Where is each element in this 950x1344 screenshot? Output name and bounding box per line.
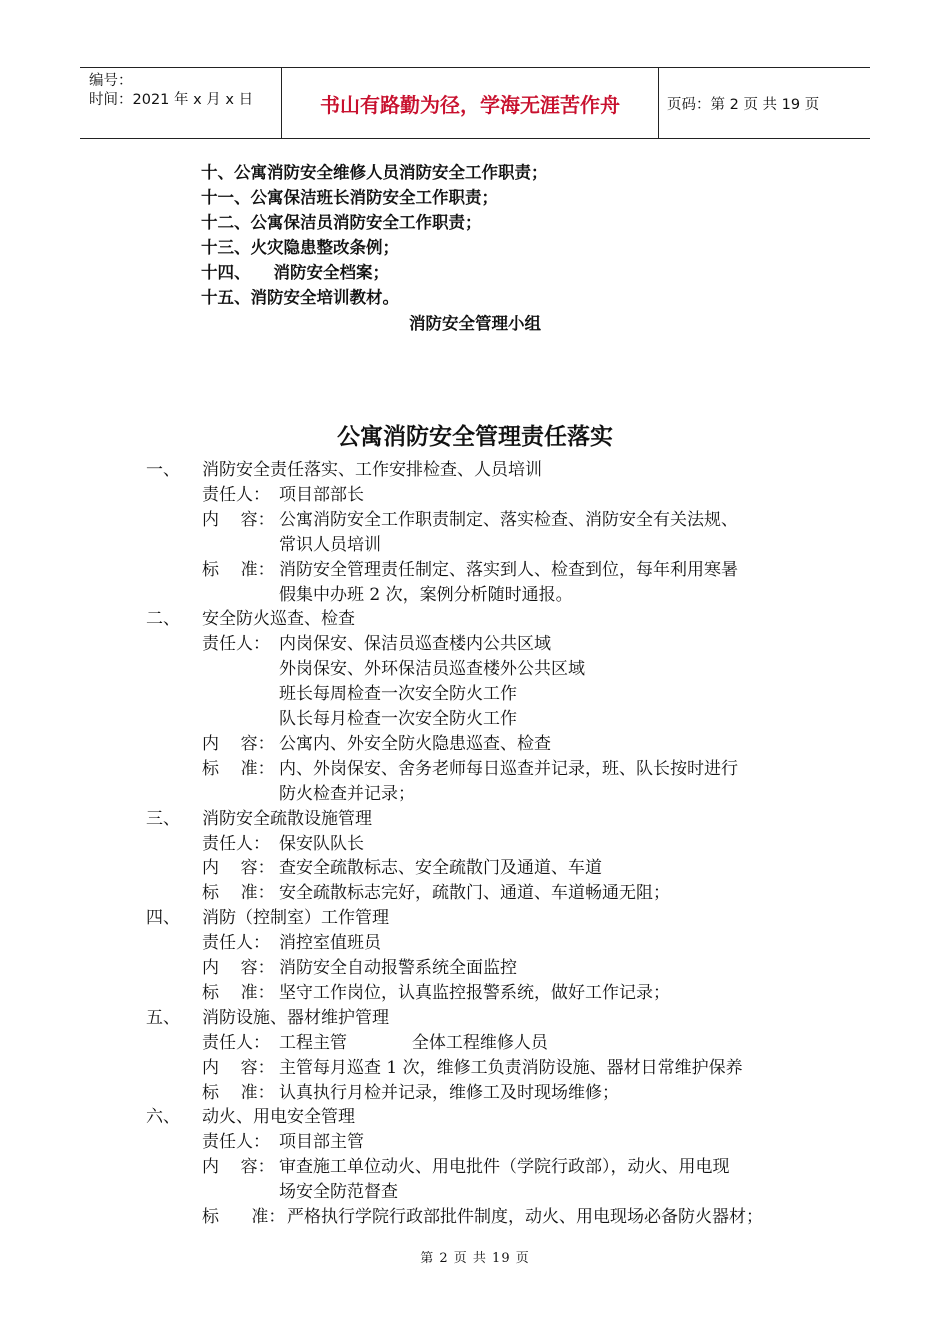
page-footer: 第 2 页 共 19 页: [420, 1251, 530, 1266]
row-text: 内、外岗保安、舍务老师每日巡查并记录，班、队长按时进行: [279, 758, 738, 779]
section-heading: 消防安全疏散设施管理: [202, 808, 372, 829]
section-number: 二、: [146, 609, 180, 630]
section-heading: 消防设施、器材维护管理: [202, 1007, 389, 1028]
section-number: 六、: [146, 1107, 180, 1128]
row-label: 内 容：: [202, 733, 275, 754]
row-label: 标 准：: [202, 982, 275, 1003]
row-text: 主管每月巡查 1 次，维修工负责消防设施、器材日常维护保养: [279, 1057, 743, 1078]
row-label: 标 准：: [202, 758, 275, 779]
section-number: 四、: [146, 908, 180, 929]
section-number: 五、: [146, 1007, 180, 1028]
row-label: 内 容：: [202, 509, 275, 530]
header-motto: 书山有路勤为径，学海无涯苦作舟: [281, 68, 659, 138]
row-text: 认真执行月检并记录，维修工及时现场维修；: [279, 1082, 619, 1103]
toc-item: 十五、消防安全培训教材。: [201, 288, 399, 307]
row-text: 外岗保安、外环保洁员巡查楼外公共区域: [279, 659, 585, 680]
section-heading: 安全防火巡查、检查: [202, 609, 355, 630]
row-text: 消防安全管理责任制定、落实到人、检查到位，每年利用寒暑: [279, 559, 738, 580]
row-text: 假集中办班 2 次，案例分析随时通报。: [279, 584, 573, 605]
row-text: 公寓内、外安全防火隐患巡查、检查: [279, 733, 551, 754]
toc-item: 十二、公寓保洁员消防安全工作职责；: [201, 213, 482, 232]
row-text: 安全疏散标志完好，疏散门、通道、车道畅通无阻；: [279, 883, 670, 904]
row-label: 责任人：: [202, 1132, 270, 1153]
row-text: 常识人员培训: [279, 534, 381, 555]
section-heading: 消防安全责任落实、工作安排检查、人员培训: [202, 460, 542, 480]
row-text: 审查施工单位动火、用电批件（学院行政部），动火、用电现: [279, 1157, 730, 1178]
row-text: 项目部部长: [279, 484, 364, 505]
row-label: 标 准：: [202, 883, 275, 904]
row-text: 消控室值班员: [279, 933, 381, 954]
row-label: 内 容：: [202, 958, 275, 978]
row-label: 内 容：: [202, 858, 275, 879]
code-label: 编号：: [89, 73, 133, 89]
group-signature: 消防安全管理小组: [409, 314, 541, 333]
row-text: 队长每月检查一次安全防火工作: [279, 709, 517, 729]
row-label: 责任人：: [202, 484, 270, 505]
toc-item: 十三、火灾隐患整改条例；: [201, 238, 399, 257]
row-text: 公寓消防安全工作职责制定、落实检查、消防安全有关法规、: [279, 509, 738, 530]
section-number: 一、: [146, 460, 180, 480]
row-text: 坚守工作岗位，认真监控报警系统，做好工作记录；: [279, 982, 670, 1003]
row-text: 保安队队长: [279, 833, 364, 854]
row-text: 严格执行学院行政部批件制度，动火、用电现场必备防火器材；: [287, 1207, 763, 1227]
row-text: 消防安全自动报警系统全面监控: [279, 958, 517, 978]
time-label: 时间：2021 年 x 月 x 日: [89, 92, 254, 108]
row-text: 项目部主管: [279, 1132, 364, 1153]
row-text: 工程主管 全体工程维修人员: [279, 1032, 548, 1053]
toc-item: 十四、 消防安全档案；: [201, 263, 389, 282]
section-number: 三、: [146, 808, 180, 829]
toc-item: 十、公寓消防安全维修人员消防安全工作职责；: [201, 163, 548, 182]
document-title: 公寓消防安全管理责任落实: [337, 424, 613, 450]
toc-item: 十一、公寓保洁班长消防安全工作职责；: [201, 188, 498, 207]
row-text: 班长每周检查一次安全防火工作: [279, 684, 517, 705]
row-label: 责任人：: [202, 1032, 270, 1053]
row-text: 内岗保安、保洁员巡查楼内公共区域: [279, 634, 551, 655]
section-heading: 消防（控制室）工作管理: [202, 908, 389, 929]
header-page-info: 页码：第 2 页 共 19 页: [667, 96, 820, 113]
section-heading: 动火、用电安全管理: [202, 1107, 355, 1128]
row-text: 查安全疏散标志、安全疏散门及通道、车道: [279, 858, 602, 879]
row-label: 内 容：: [202, 1057, 275, 1078]
row-label: 责任人：: [202, 833, 270, 854]
row-label: 标 准：: [202, 1082, 275, 1103]
row-label: 标 准：: [202, 559, 275, 580]
row-text: 防火检查并记录；: [279, 783, 415, 804]
row-label: 责任人：: [202, 933, 270, 954]
row-label: 责任人：: [202, 634, 270, 655]
row-text: 场安全防范督查: [279, 1182, 398, 1203]
row-label: 标 准：: [202, 1207, 286, 1227]
row-label: 内 容：: [202, 1157, 275, 1178]
